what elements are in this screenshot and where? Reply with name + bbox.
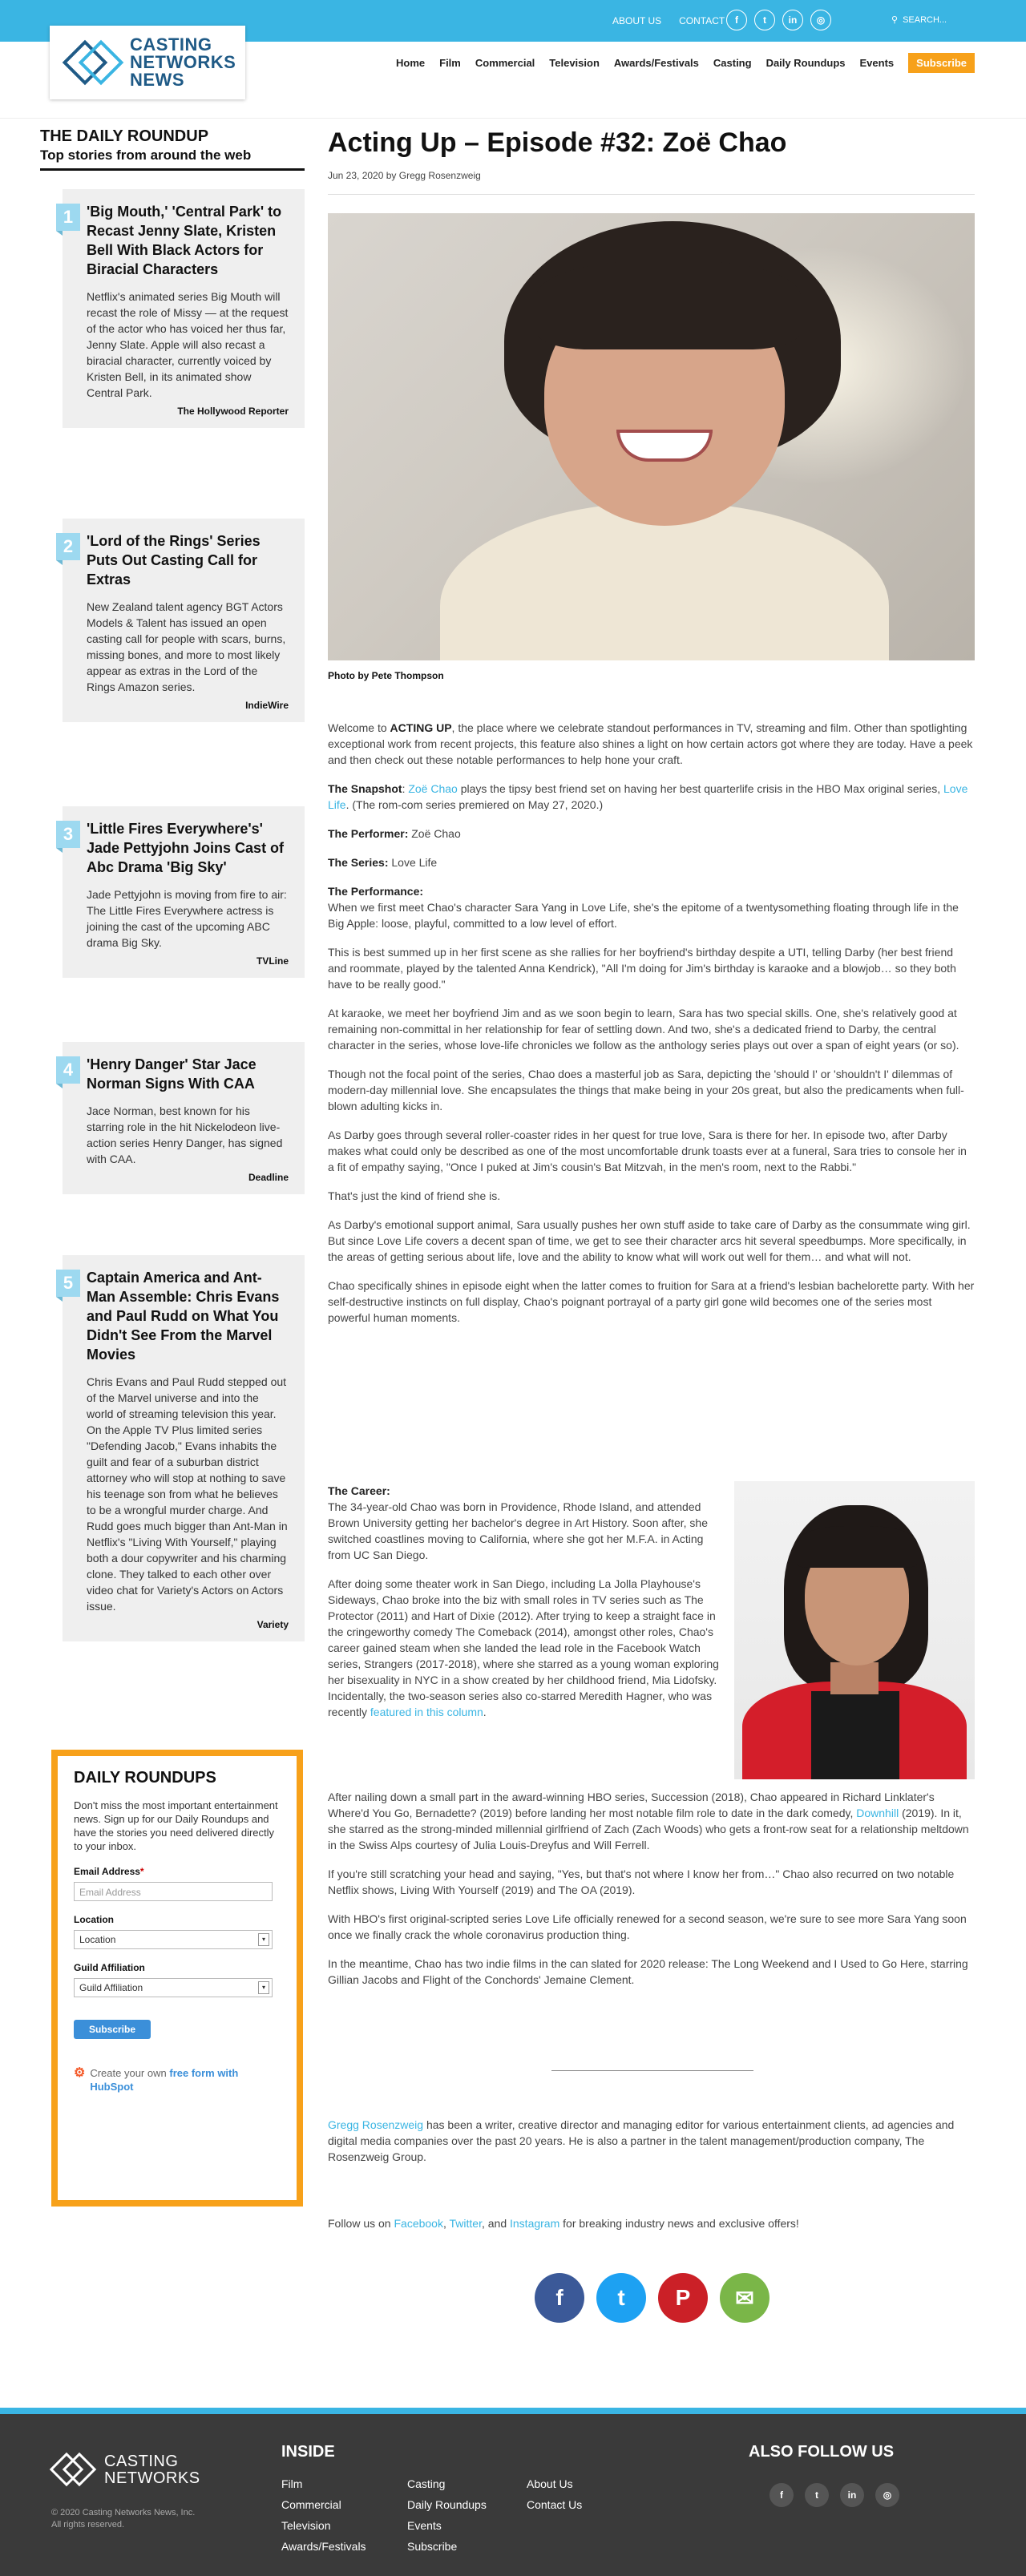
story-summary: Jade Pettyjohn is moving from fire to air: The Little Fires Everywhere actress is joining the cast of the upcoming ABC drama Big Sky. [87,888,287,949]
performer-link[interactable]: Zoë Chao [408,782,458,795]
divider [40,168,305,171]
downhill-link[interactable]: Downhill [856,1807,899,1819]
roundup-story-5[interactable] [63,1255,305,1641]
email-label: Email Address* [74,1866,144,1877]
twitter-link[interactable]: Twitter [449,2217,482,2230]
footer-instagram-icon[interactable]: ◎ [875,2483,899,2507]
footer-linkedin-icon[interactable]: in [840,2483,864,2507]
facebook-link[interactable]: Facebook [394,2217,443,2230]
body-paragraph: After doing some theater work in San Diego, including La Jolla Playhouse's Sideways, Chao broke into the biz with small roles in TV series such as The Protector (2011) and Hart of Dixie (2012). After trying to keep a straight face in the cringeworthy comedy The Comeback (2014), amongst other roles, Chao's career gained steam when she landed the lead role in the Facebook Watch series, Strangers (2017-2018), where she starred as a young woman exploring her bisexuality in NYC in a show created by her childhood friend, Mia Lidofsky. Incidentally, the two-season series also co-starred Meredith Hagner, who was recently featured in this column. [328,1577,719,1718]
nav-commercial[interactable]: Commercial [475,57,535,69]
author-bio: Gregg Rosenzweig has been a writer, creative director and managing editor for various entertainment clients, ad agencies and digital media companies over the past 20 years. He is also a partner in the talent management/production company, The Rosenzweig Group. [328,2118,955,2163]
hubspot-credit: ⚙ Create your own free form with HubSpot [74,2066,239,2093]
search-icon: ⚲ [891,15,899,25]
utility-links [612,15,725,26]
about-us-link[interactable]: ABOUT US [612,15,662,26]
nav-subscribe-button[interactable]: Subscribe [908,53,975,73]
footer-inside-heading: INSIDE [281,2443,335,2461]
author-link[interactable]: Gregg Rosenzweig [328,2118,424,2131]
body-paragraph: After nailing down a small part in the award-winning HBO series, Succession (2018), Chao appeared in Richard Linklater's Where'd You Go, Bernadette? (2019) before landing her most notable film role to date in the dark comedy, Downhill (2019). In it, she starred as the strong-minded millennial girlfriend of Zach (Zach Woods) who gets a front-row seat for a relationship meltdown in the Swiss Alps courtesy of Julia Louis-Dreyfus and Will Ferrell. [328,1791,969,1851]
hubspot-icon: ⚙ [74,2066,86,2080]
story-source[interactable]: The Hollywood Reporter [177,406,289,417]
hubspot-link-2[interactable]: HubSpot [90,2081,134,2093]
footer-facebook-icon[interactable]: f [770,2483,794,2507]
footer-col-3 [527,2473,582,2515]
divider [551,2070,753,2071]
article-body [328,720,975,1338]
share-email-icon[interactable]: ✉ [720,2273,770,2323]
hubspot-link[interactable]: free form with [169,2067,239,2079]
footer-logo[interactable]: CASTING NETWORKS [51,2453,200,2488]
career-photo [734,1481,975,1779]
performance-heading: The Performance: [328,885,424,898]
body-paragraph: If you're still scratching your head and saying, "Yes, but that's not where I know her from…" Chao also recurred on two notable Netflix shows, Living With Yourself (2019) and The OA (2019). [328,1867,955,1896]
story-source[interactable]: Deadline [248,1172,289,1183]
story-title[interactable]: 'Little Fires Everywhere's' Jade Pettyjohn Joins Cast of Abc Drama 'Big Sky' [87,821,285,875]
guild-label: Guild Affiliation [74,1962,145,1973]
location-select[interactable]: Location ▾ [74,1930,273,1949]
copyright-text: © 2020 Casting Networks News, Inc. All rights reserved. [51,2508,196,2530]
body-paragraph: With HBO's first original-scripted series Love Life officially renewed for a second season, we're sure to see more Sara Yang soon once we finally crack the whole coronavirus production thing. [328,1912,967,1941]
footer-link-daily-roundups[interactable]: Daily Roundups [407,2498,487,2511]
intro-paragraph: Welcome to ACTING UP, the place where we celebrate standout performances in TV, streaming and film. Other than spotlighting exceptional work from recent projects, this feature also shines a light on how certain actors got where they are today. Have a peek and then check out these notable performances to help hone your craft. [328,721,973,766]
nav-casting[interactable]: Casting [713,57,752,69]
body-paragraph: That's just the kind of friend she is. [328,1189,501,1202]
body-paragraph: Though not the focal point of the series, Chao does a masterful job as Sara, depicting the 'should I' or 'shouldn't I' dilemmas of modern-day millennial love. She encapsulates the things that make being in your 20s great, but also the predicaments when full-blown adulting kicks in. [328,1068,964,1112]
nav-home[interactable]: Home [396,57,426,69]
footer-link-commercial[interactable]: Commercial [281,2498,341,2511]
nav-film[interactable]: Film [439,57,461,69]
footer-link-subscribe[interactable]: Subscribe [407,2540,458,2553]
site-logo[interactable]: CASTING NETWORKS NEWS [50,26,245,99]
body-paragraph: As Darby's emotional support animal, Sara usually pushes her own stuff aside to take care of Darby as the consummate wing girl. But since Love Life covers a decent span of time, we get to see their character arcs hit several speedbumps. More specifically, in the areas of getting serious about life, love and the ability to know what will work out well for them… and what will not. [328,1218,971,1263]
story-title[interactable]: 'Henry Danger' Star Jace Norman Signs With CAA [87,1056,256,1092]
career-heading: The Career: [328,1484,390,1497]
career-section-cont [328,1789,975,2001]
signup-description: Don't miss the most important entertainment news. Sign up for our Daily Roundups and have the stories you need delivered directly to your inbox. [74,1799,278,1852]
story-number-badge: 1 [56,204,80,231]
story-summary: Jace Norman, best known for his starring role in the hit Nickelodeon live-action series Henry Danger, has signed with CAA. [87,1104,283,1165]
article-hero-image [328,213,975,660]
instagram-icon[interactable]: ◎ [810,10,831,30]
body-paragraph: Chao specifically shines in episode eight when the latter comes to fruition for Sara at a friend's lesbian bachelorette party. With her self-destructive instincts on full display, Chao's poignant portrayal of a party girl gone wild becomes one of the series most powerful human moments. [328,1279,975,1324]
article-byline: Jun 23, 2020 by Gregg Rosenzweig [328,170,481,181]
footer-twitter-icon[interactable]: t [805,2483,829,2507]
linkedin-icon[interactable]: in [782,10,803,30]
body-paragraph: In the meantime, Chao has two indie films in the can slated for 2020 release: The Long Weekend and I Used to Go Here, starring Gillian Jacobs and Flight of the Conchords' Jemaine Clement. [328,1957,968,1986]
nav-daily-roundups[interactable]: Daily Roundups [765,57,846,69]
divider [328,194,975,195]
chevron-down-icon: ▾ [258,1933,269,1946]
nav-television[interactable]: Television [549,57,600,69]
story-title[interactable]: 'Lord of the Rings' Series Puts Out Casting Call for Extras [87,533,261,587]
footer-follow-heading: ALSO FOLLOW US [749,2443,895,2461]
logo-mark-icon [51,2453,101,2488]
performer-line: The Performer: Zoë Chao [328,827,461,840]
footer-link-film[interactable]: Film [281,2477,303,2490]
story-title[interactable]: Captain America and Ant-Man Assemble: Chris Evans and Paul Rudd on What You Didn't See From the Marvel Movies [87,1270,280,1363]
site-footer [0,2408,1026,2576]
chevron-down-icon: ▾ [258,1981,269,1994]
sidebar-subtitle: Top stories from around the web [40,147,252,163]
roundup-story-3[interactable] [63,806,305,978]
series-link[interactable]: Love Life [328,782,968,811]
contact-link[interactable]: CONTACT [679,15,725,26]
twitter-icon[interactable]: t [754,10,775,30]
footer-col-2 [407,2473,487,2557]
story-number-badge: 5 [56,1270,80,1297]
nav-events[interactable]: Events [859,57,895,69]
search-button[interactable]: ⚲ SEARCH... [891,14,947,25]
footer-link-events[interactable]: Events [407,2519,442,2532]
story-source[interactable]: TVLine [256,955,289,967]
story-number-badge: 2 [56,533,80,560]
footer-link-contact-us[interactable]: Contact Us [527,2498,583,2511]
story-title[interactable]: 'Big Mouth,' 'Central Park' to Recast Jenny Slate, Kristen Bell With Black Actors for Biracial Characters [87,204,282,277]
story-source[interactable]: Variety [256,1619,289,1630]
body-paragraph: When we first meet Chao's character Sara Yang in Love Life, she's the epitome of a twentysomething floating through life in the Big Apple: loose, playful, committed to a low level of effort. [328,901,959,930]
body-paragraph: The 34-year-old Chao was born in Providence, Rhode Island, and attended Brown University getting her bachelor's degree in Art History. Soon after, she switched coastlines moving to California, where she got her M.F.A. in Acting from UC San Diego. [328,1500,708,1561]
facebook-icon[interactable]: f [726,10,747,30]
roundup-story-1[interactable] [63,189,305,428]
footer-link-casting[interactable]: Casting [407,2477,446,2490]
signup-subscribe-button[interactable]: Subscribe [74,2020,151,2039]
share-facebook-icon[interactable]: f [535,2273,584,2323]
logo-mark-icon [64,40,125,85]
main-nav [396,53,975,73]
guild-affiliation-select[interactable]: Guild Affiliation ▾ [74,1978,273,1997]
footer-link-television[interactable]: Television [281,2519,331,2532]
instagram-link[interactable]: Instagram [510,2217,560,2230]
roundup-story-4[interactable] [63,1042,305,1194]
daily-roundup-header [40,127,305,171]
body-paragraph: At karaoke, we meet her boyfriend Jim and as we soon begin to learn, Sara has two special skills. One, she's relatively good at remaining non-committal in her relationship for fear of settling down. And two, she's a dedicated friend to Darby, the central character in the series, whose love-life chronicles we follow as the anthology series plays out over a span of eight years (or so). [328,1007,959,1052]
sidebar-title: THE DAILY ROUNDUP [40,127,209,145]
roundup-story-2[interactable] [63,519,305,722]
story-summary: Chris Evans and Paul Rudd stepped out of the Marvel universe and into the world of streaming television this year. On the Apple TV Plus limited series "Defending Jacob," Evans inhabits the guilt and fear of a suburban district attorney who will stop at nothing to save his teenage son from what he believes to be a wrongful murder charge. And Rudd goes much bigger than Ant-Man in Netflix's "Living With Yourself," playing both a dour copywriter and his charming clone. They talked to each other over video chat for Variety's Actors on Actors issue. [87,1375,288,1613]
article-title: Acting Up – Episode #32: Zoë Chao [328,127,787,158]
nav-awards-festivals[interactable]: Awards/Festivals [613,57,699,69]
story-number-badge: 4 [56,1056,80,1084]
share-pinterest-icon[interactable]: P [658,2273,708,2323]
story-summary: New Zealand talent agency BGT Actors Models & Talent has issued an open casting call for people with scars, burns, missing bones, and more to most likely appear as extras in the Lord of the Rings Amazon series. [87,600,286,693]
email-field[interactable]: Email Address [74,1882,273,1901]
story-summary: Netflix's animated series Big Mouth will recast the role of Missy — at the request of the actor who has voiced her thus far, Jenny Slate. Apple will also recast a biracial character, currently voiced by Kristen Bell, in its animated show Central Park. [87,290,289,399]
location-label: Location [74,1914,114,1925]
follow-us-line: Follow us on Facebook, Twitter, and Instagram for breaking industry news and exclusive offers! [328,2217,799,2230]
footer-link-about-us[interactable]: About Us [527,2477,573,2490]
career-section [328,1483,721,1733]
photo-caption: Photo by Pete Thompson [328,670,444,681]
footer-col-1 [281,2473,366,2557]
series-line: The Series: Love Life [328,856,438,869]
footer-link-awards[interactable]: Awards/Festivals [281,2540,366,2553]
newsletter-signup-form [51,1750,303,2207]
body-paragraph: As Darby goes through several roller-coaster rides in her quest for true love, Sara is there for her. In episode two, after Darby makes what could only be described as one of the most uncomfortable drunk toasts ever at a funeral, Sara tries to console her in a fit of empathy saying, "Once I puked at Jim's cousin's Bat Mitzvah, in the men's room, next to the Rabbi." [328,1129,967,1173]
snapshot-paragraph: The Snapshot: Zoë Chao plays the tipsy best friend set on having her best quarterlife crisis in the HBO Max original series, Love Life. (The rom-com series premiered on May 27, 2020.) [328,782,968,811]
signup-title: DAILY ROUNDUPS [74,1769,216,1787]
share-twitter-icon[interactable]: t [596,2273,646,2323]
story-source[interactable]: IndieWire [245,700,289,711]
body-paragraph: This is best summed up in her first scene as she rallies for her boyfriend's birthday despite a UTI, telling Darby (her best friend and roommate, played by the talented Anna Kendrick), "All I'm doing for Jim's birthday is karaoke and a blowjob… so they both have to be really good." [328,946,956,991]
story-number-badge: 3 [56,821,80,848]
featured-column-link[interactable]: featured in this column [370,1706,483,1718]
